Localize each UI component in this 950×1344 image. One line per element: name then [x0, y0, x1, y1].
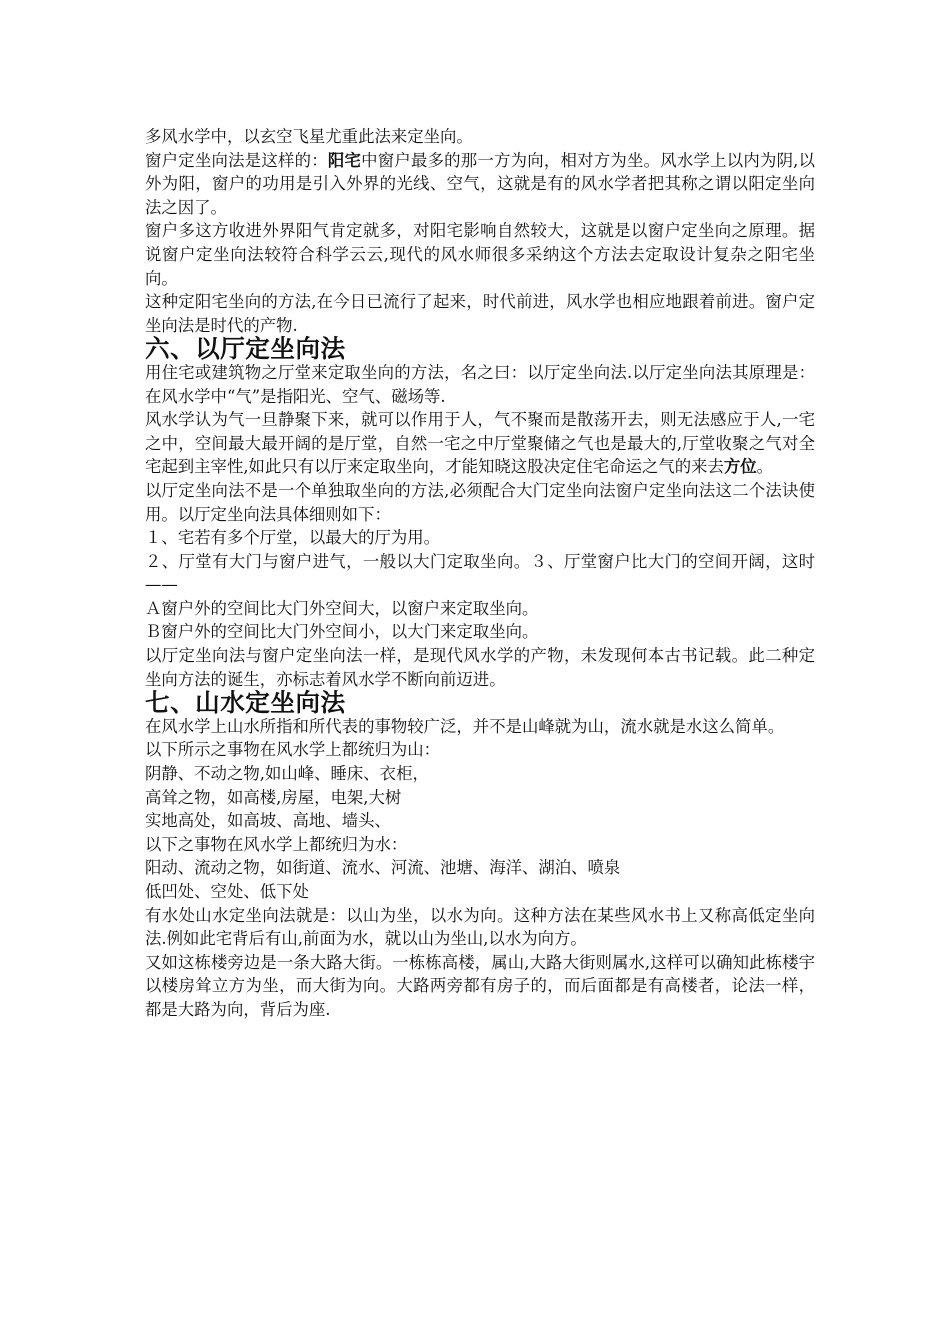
text-run: 窗户定坐向法是这样的：: [145, 150, 328, 170]
section-heading: 七、山水定坐向法: [145, 688, 346, 718]
bold-term: 阳宅: [327, 150, 362, 170]
paragraph: １、宅若有多个厅堂，以最大的厅为用。: [145, 528, 441, 548]
paragraph: 这种定阳宅坐向的方法,在今日已流行了起来，时代前进，风水学也相应地跟着前进。窗户定坐向法是时代的产物.: [145, 292, 815, 335]
paragraph: 阴静、不动之物,如山峰、睡床、衣柜，: [145, 764, 429, 784]
paragraph: Ａ窗户外的空间比大门外空间大，以窗户来定取坐向。: [145, 598, 539, 618]
paragraph: 实地高处，如高坡、高地、墙头、: [145, 811, 391, 831]
document-body: [145, 125, 815, 1022]
paragraph: 以下之事物在风水学上都统归为水：: [145, 834, 408, 854]
paragraph: 以厅定坐向法不是一个单独取坐向的方法,必须配合大门定坐向法窗户定坐向法这二个法诀使用。以厅定坐向法具体细则如下：: [145, 480, 815, 524]
paragraph: 又如这栋楼旁边是一条大路大街。一栋栋高楼，属山,大路大街则属水,这样可以确知此栋楼宇以楼房耸立方为坐，而大街为向。大路两旁都有房子的，而后面都是有高楼者，论法一样，都是大路为向，背后为座.: [145, 952, 815, 1019]
paragraph: ２、厅堂有大门与窗户进气，一般以大门定取坐向。３、厅堂窗户比大门的空间开阔，这时——: [145, 551, 815, 595]
paragraph: 在风水学上山水所指和所代表的事物较广泛，并不是山峰就为山，流水就是水这么简单。: [145, 716, 785, 736]
bold-term: 方位: [723, 457, 757, 477]
paragraph: Ｂ窗户外的空间比大门外空间小，以大门来定取坐向。: [145, 622, 539, 642]
text-run: 风水学认为气一旦静聚下来，就可以作用于人，气不聚而是散荡开去，则无法感应于人,一宅之中，空间最大最开阔的是厅堂，自然一宅之中厅堂聚储之气也是最大的,厅堂收聚之气对全宅起到主宰性,如此只有以厅来定取坐向，才能知晓这股决定住宅命运之气的来去: [145, 410, 815, 477]
paragraph: 以厅定坐向法与窗户定坐向法一样，是现代风水学的产物，未发现何本古书记载。此二种定坐向方法的诞生，亦标志着风水学不断向前迈进。: [145, 646, 815, 689]
paragraph: 阳动、流动之物，如街道、流水、河流、池塘、海洋、湖泊、喷泉: [145, 858, 621, 878]
paragraph: [145, 149, 815, 220]
paragraph: 用住宅或建筑物之厅堂来定取坐向的方法，名之曰：以厅定坐向法.以厅定坐向法其原理是：在风水学中“气”是指阳光、空气、磁场等.: [145, 362, 815, 406]
paragraph: 高耸之物，如高楼,房屋，电架,大树: [145, 787, 402, 807]
paragraph: 有水处山水定坐向法就是：以山为坐，以水为向。这种方法在某些风水书上又称高低定坐向法.例如此宅背后有山,前面为水，就以山为坐山,以水为向方。: [145, 905, 815, 949]
text-run: 。: [756, 457, 774, 477]
paragraph: 多风水学中，以玄空飞星尤重此法来定坐向。: [145, 127, 473, 146]
paragraph: 以下所示之事物在风水学上都统归为山：: [145, 740, 441, 760]
section-heading: 六、以厅定坐向法: [145, 334, 346, 364]
paragraph: 低凹处、空处、低下处: [145, 882, 309, 901]
paragraph: 窗户多这方收进外界阳气肯定就多，对阳宅影响自然较大，这就是以窗户定坐向之原理。据说窗户定坐向法较符合科学云云,现代的风水师很多采纳这个方法去定取设计复杂之阳宅坐向。: [145, 221, 815, 288]
paragraph: [145, 408, 815, 479]
text-run: 中窗户最多的那一方为向，相对方为坐。风水学上以内为阴,以外为阳，窗户的功用是引入外界的光线、空气，这就是有的风水学者把其称之谓以阳定坐向法之因了。: [145, 150, 816, 217]
